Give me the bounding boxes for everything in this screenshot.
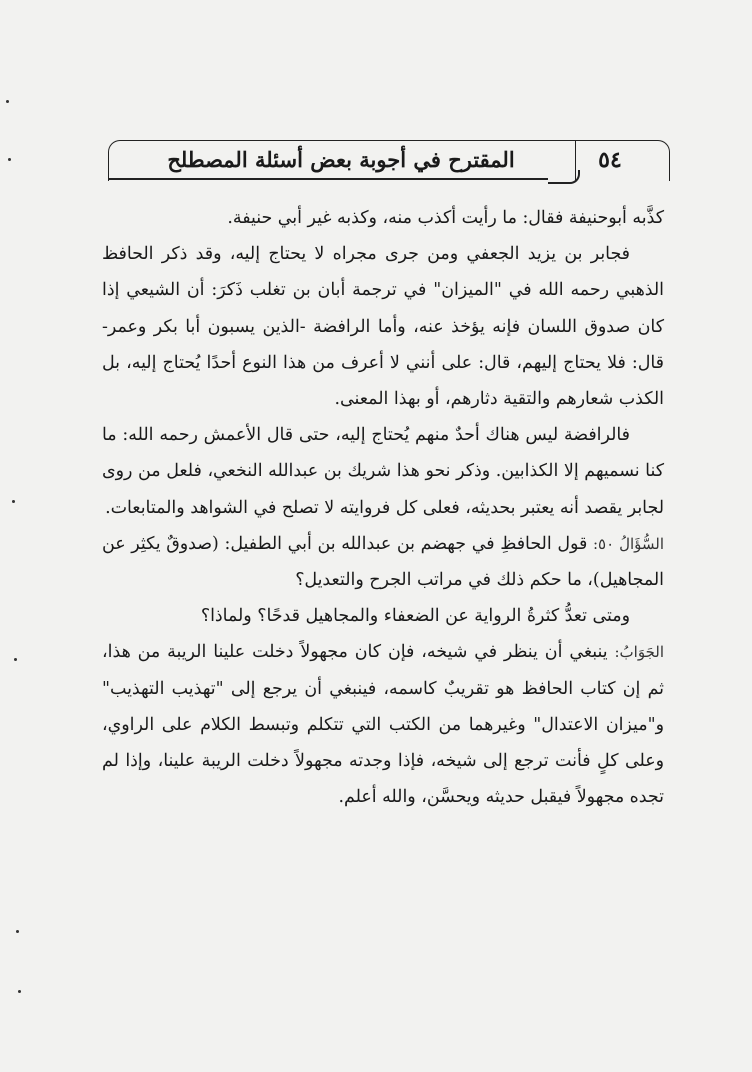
paragraph: كذَّبه أبوحنيفة فقال: ما رأيت أكذب منه، وكذبه غير أبي حنيفة.	[227, 208, 664, 228]
margin-mark	[6, 100, 9, 103]
margin-mark	[8, 158, 11, 161]
answer-label: الجَوَابُ:	[614, 643, 665, 662]
running-title: المقترح في أجوبة بعض أسئلة المصطلح	[167, 147, 515, 172]
paragraph: فالرافضة ليس هناك أحدٌ منهم يُحتاج إليه، حتى قال الأعمش رحمه الله: ما كنا نسميهم إلا الكذابين. وذكر نحو هذا شريك بن عبدالله النخعي، فلعل من روى لجابر يقصد أنه يعتبر بحديثه، فعلى كل فروايته لا تصلح في الشواهد والمتابعات.	[102, 425, 664, 518]
header-ornament	[548, 170, 580, 184]
margin-mark	[14, 658, 17, 661]
paragraph: فجابر بن يزيد الجعفي ومن جرى مجراه لا يحتاج إليه، وقد ذكر الحافظ الذهبي رحمه الله في "الميزان" في ترجمة أبان بن تغلب ذَكرَ: أن الشيعي إذا كان صدوق اللسان فإنه يؤخذ عنه، وأما الرافضة -الذين يسبون أبا بكر وعمر- قال: فلا يحتاج إليهم، قال: على أنني لا أعرف من هذا النوع أحدًا يُحتاج إليه، بل الكذب شعارهم والتقية دثارهم، أو بهذا المعنى.	[102, 244, 664, 410]
question-text: قول الحافظِ في جهضم بن عبدالله بن أبي الطفيل: (صدوقٌ يكثِر عن المجاهيل)، ما حكم ذلك في مراتب الجرح والتعديل؟	[102, 533, 664, 591]
header-underline	[108, 178, 548, 180]
question-followup: ومتى تعدُّ كثرةُ الرواية عن الضعفاء والمجاهيل قدحًا؟ ولماذا؟	[200, 606, 630, 627]
margin-mark	[12, 500, 15, 503]
margin-mark	[16, 930, 19, 933]
question-paragraph	[102, 526, 664, 598]
question-label: السُّؤَالُ ٥٠:	[592, 534, 665, 553]
answer-text: ينبغي أن ينظر في شيخه، فإن كان مجهولاً دخلت علينا الريبة من هذا، ثم إن كتاب الحافظ هو تقريبٌ كاسمه، فينبغي أن يرجع إلى "تهذيب التهذيب" و"ميزان الاعتدال" وغيرهما من الكتب التي تتكلم وتبسط الكلام على الراوي، وعلى كلٍ فأنت ترجع إلى شيخه، فإذا وجدته مجهولاً دخلت الريبة علينا، وإذا لم تجده مجهولاً فيقبل حديثه ويحسَّن، والله أعلم.	[102, 642, 664, 808]
answer-paragraph	[102, 634, 664, 815]
margin-mark	[18, 990, 21, 993]
page-number: ٥٤	[598, 147, 622, 173]
page-body	[102, 200, 664, 815]
